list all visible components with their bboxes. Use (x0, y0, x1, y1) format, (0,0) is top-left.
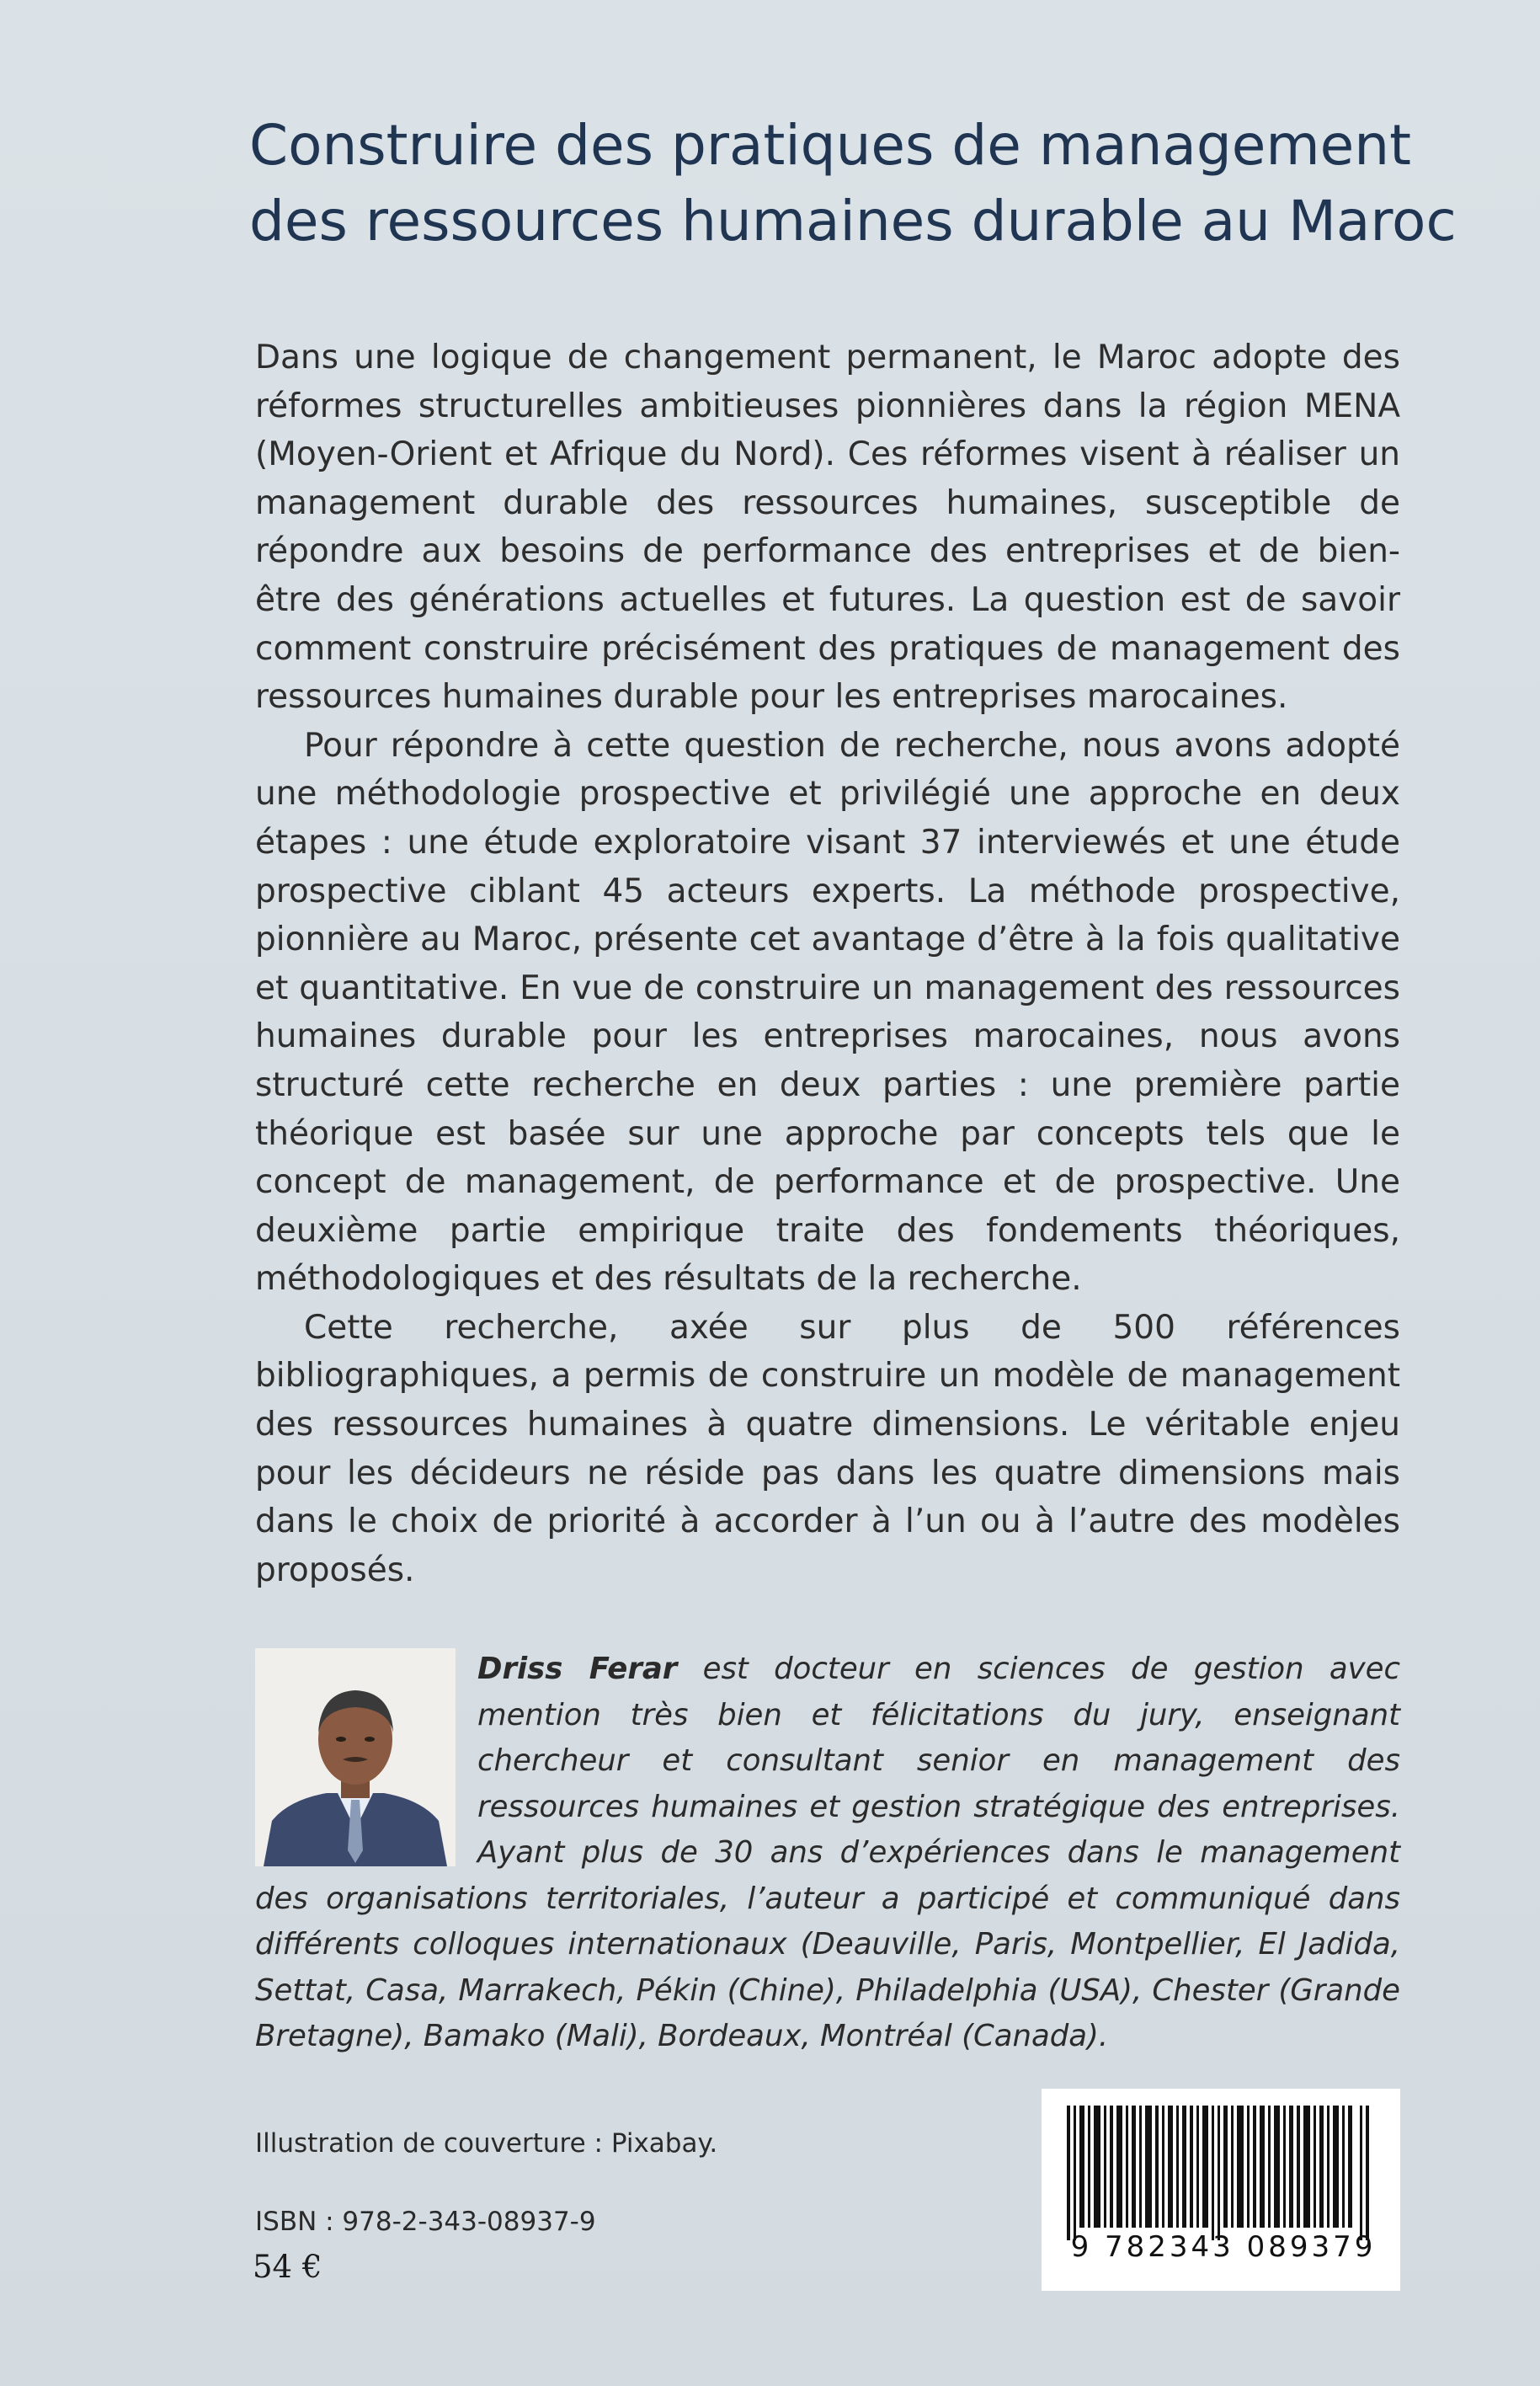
author-name: Driss Ferar (477, 1652, 678, 1686)
author-bio (255, 1647, 1400, 2060)
blurb-paragraph-3: Cette recherche, axée sur plus de 500 références bibliographiques, a permis de construire un modèle de management des ressources humaines à quatre dimensions. Le véritable enjeu pour les décideurs ne réside pas dans les quatre dimensions mais dans le choix de priorité à accorder à l’un ou à l’autre des modèles proposés. (255, 1308, 1400, 1589)
barcode (1042, 2089, 1400, 2291)
price: 54 € (253, 2249, 322, 2285)
blurb (255, 334, 1400, 1594)
blurb-paragraph-2: Pour répondre à cette question de recherche, nous avons adopté une méthodologie prospective et privilégié une approche en deux étapes : une étude exploratoire visant 37 interviewés et une étude prospective ciblant 45 acteurs experts. La méthode prospective, pionnière au Maroc, présente cet avantage d’être à la fois qualitative et quantitative. En vue de construire un management des ressources humaines durable pour les entreprises marocaines, nous avons structuré cette recherche en deux parties : une première partie théorique est basée sur une approche par concepts tels que le concept de management, de performance et de prospective. Une deuxième partie empirique traite des fondements théoriques, méthodologiques et des résultats de la recherche. (255, 726, 1400, 1299)
book-title (249, 108, 1457, 259)
title-line-1: Construire des pratiques de management (249, 113, 1411, 178)
cover-illustration-credit: Illustration de couverture : Pixabay. (255, 2128, 718, 2159)
blurb-paragraph-1: Dans une logique de changement permanent, le Maroc adopte des réformes structurelles ambitieuses pionnières dans la région MENA (Moyen-Orient et Afrique du Nord). Ces réformes visent à réaliser un management durable des ressources humaines, susceptible de répondre aux besoins de performance des entreprises et de bien-être des générations actuelles et futures. La question est de savoir comment construire précisément des pratiques de management des ressources humaines durable pour les entreprises marocaines. (255, 339, 1400, 717)
title-line-2: des ressources humaines durable au Maroc (249, 189, 1457, 254)
isbn: ISBN : 978-2-343-08937-9 (255, 2207, 596, 2237)
barcode-number: 9 782343 089379 (1070, 2230, 1377, 2264)
author-bio-text: est docteur en sciences de gestion avec mention très bien et félicitations du jury, enseignant chercheur et consultant senior en management des ressources humaines et gestion stratégique des entreprises. Ayant plus de 30 ans d’expériences dans le management des organisations territoriales, l’auteur a participé et communiqué dans différents colloques internationaux (Deauville, Paris, Montpellier, El Jadida, Settat, Casa, Marrakech, Pékin (Chine), Philadelphia (USA), Chester (Grande Bretagne), Bamako (Mali), Bordeaux, Montréal (Canada). (255, 1652, 1400, 2053)
